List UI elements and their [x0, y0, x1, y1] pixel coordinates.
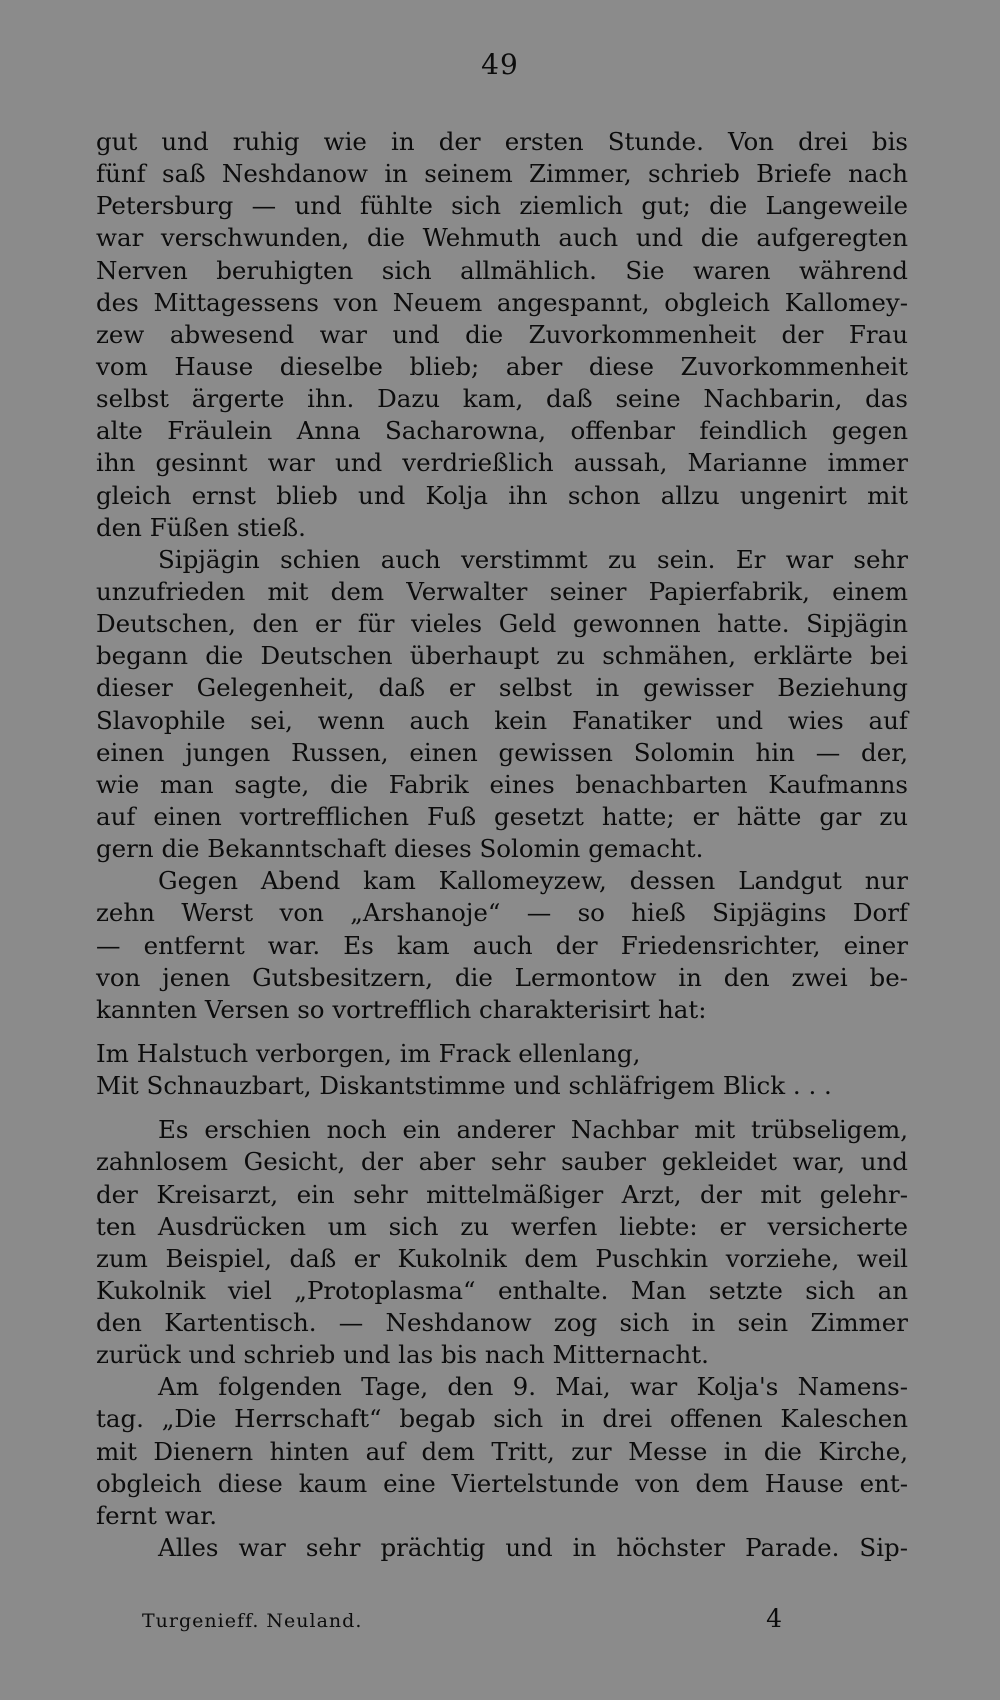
text-line: alte Fräulein Anna Sacharowna, offenbar feindlich gegen: [96, 416, 908, 446]
verse-line: Mit Schnauzbart, Diskantstimme und schläfrigem Blick . . .: [96, 1071, 832, 1101]
paragraph-first-line: Gegen Abend kam Kallomeyzew, dessen Landgut nur: [158, 866, 908, 896]
text-line: gleich ernst blieb und Kolja ihn schon allzu ungenirt mit: [96, 480, 908, 510]
text-line: auf einen vortrefflichen Fuß gesetzt hatte; er hätte gar zu: [96, 801, 908, 831]
text-line: Slavophile sei, wenn auch kein Fanatiker und wies auf: [96, 705, 908, 735]
text-line: zew abwesend war und die Zuvorkommenheit der Frau: [96, 319, 908, 349]
paragraph-first-line: Sipjägin schien auch verstimmt zu sein. Er war sehr: [158, 544, 908, 574]
text-line: obgleich diese kaum eine Viertelstunde von dem Hause ent-: [96, 1468, 908, 1498]
text-line: der Kreisarzt, ein sehr mittelmäßiger Arzt, der mit gelehr-: [96, 1179, 908, 1209]
text-line: dieser Gelegenheit, daß er selbst in gewisser Beziehung: [96, 673, 908, 703]
paragraph-first-line: Es erschien noch ein anderer Nachbar mit trübseligem,: [158, 1115, 908, 1145]
text-line: — entfernt war. Es kam auch der Friedensrichter, einer: [96, 930, 908, 960]
text-line: Deutschen, den er für vieles Geld gewonnen hatte. Sipjägin: [96, 609, 908, 639]
body-text: [96, 126, 908, 1564]
text-line: war verschwunden, die Wehmuth auch und die aufgeregten: [96, 223, 908, 253]
text-line: gern die Bekanntschaft dieses Solomin gemacht.: [96, 834, 704, 864]
paragraph-first-line: Alles war sehr prächtig und in höchster Parade. Sip-: [158, 1533, 908, 1563]
verse-line: Im Halstuch verborgen, im Frack ellenlang,: [96, 1038, 641, 1068]
text-line: begann die Deutschen überhaupt zu schmähen, erklärte bei: [96, 641, 908, 671]
paragraph-first-line: Am folgenden Tage, den 9. Mai, war Kolja's Namens-: [158, 1372, 908, 1402]
text-line: den Kartentisch. — Neshdanow zog sich in sein Zimmer: [96, 1308, 908, 1338]
text-line: kannten Versen so vortrefflich charakterisirt hat:: [96, 994, 707, 1024]
footer-signature-mark: 4: [766, 1604, 782, 1633]
text-line: ten Ausdrücken um sich zu werfen liebte: er versicherte: [96, 1211, 908, 1241]
text-line: Nerven beruhigten sich allmählich. Sie waren während: [96, 255, 908, 285]
text-line: ihn gesinnt war und verdrießlich aussah, Marianne immer: [96, 448, 908, 478]
text-line: vom Hause dieselbe blieb; aber diese Zuvorkommenheit: [96, 351, 908, 381]
text-line: zehn Werst von „Arshanoje“ — so hieß Sipjägins Dorf: [96, 898, 908, 928]
footer-author-title: Turgenieff. Neuland.: [142, 1610, 363, 1632]
text-line: selbst ärgerte ihn. Dazu kam, daß seine Nachbarin, das: [96, 384, 908, 414]
text-line: fünf saß Neshdanow in seinem Zimmer, schrieb Briefe nach: [96, 159, 908, 189]
text-line: zum Beispiel, daß er Kukolnik dem Puschkin vorziehe, weil: [96, 1243, 908, 1273]
text-line: gut und ruhig wie in der ersten Stunde. Von drei bis: [96, 127, 908, 156]
page-number: 49: [481, 48, 519, 81]
page-footer: [142, 1604, 782, 1644]
text-line: den Füßen stieß.: [96, 512, 306, 542]
text-line: mit Dienern hinten auf dem Tritt, zur Messe in die Kirche,: [96, 1436, 908, 1466]
text-line: des Mittagessens von Neuem angespannt, obgleich Kallomey-: [96, 287, 908, 317]
text-line: zurück und schrieb und las bis nach Mitternacht.: [96, 1340, 709, 1370]
text-line: von jenen Gutsbesitzern, die Lermontow in den zwei be-: [96, 962, 908, 992]
text-line: unzufrieden mit dem Verwalter seiner Papierfabrik, einem: [96, 576, 908, 606]
text-line: zahnlosem Gesicht, der aber sehr sauber gekleidet war, und: [96, 1147, 908, 1177]
text-line: Kukolnik viel „Protoplasma“ enthalte. Man setzte sich an: [96, 1275, 908, 1305]
text-line: wie man sagte, die Fabrik eines benachbarten Kaufmanns: [96, 769, 908, 799]
text-line: tag. „Die Herrschaft“ begab sich in drei offenen Kaleschen: [96, 1404, 908, 1434]
text-line: fernt war.: [96, 1500, 218, 1530]
text-line: Petersburg — und fühlte sich ziemlich gut; die Langeweile: [96, 191, 908, 221]
text-line: einen jungen Russen, einen gewissen Solomin hin — der,: [96, 737, 908, 767]
